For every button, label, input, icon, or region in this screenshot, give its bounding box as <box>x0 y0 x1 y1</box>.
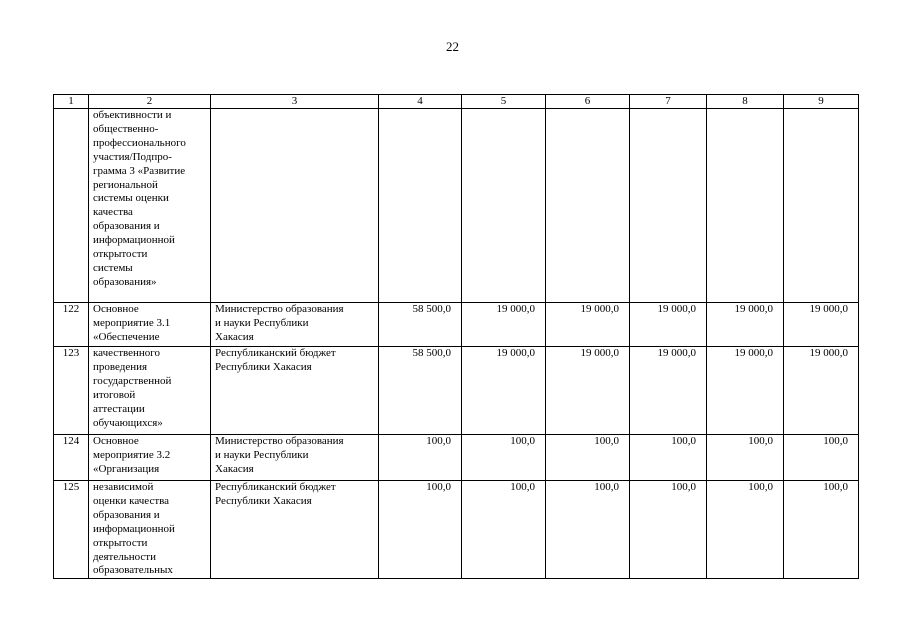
table-row <box>54 481 859 579</box>
continuation-text-line: системы оценки <box>93 192 169 205</box>
row-value-cell: 19 000,0 <box>546 347 630 435</box>
row-source-line: Министерство образования <box>215 303 344 315</box>
row-name-line: государственной <box>93 374 172 387</box>
row-value-cell: 100,0 <box>784 435 859 481</box>
column-header: 6 <box>546 95 630 109</box>
column-header: 5 <box>462 95 546 109</box>
row-name-line: мероприятие 3.1 <box>93 316 171 329</box>
row-value-cell: 58 500,0 <box>379 303 462 347</box>
row-name-line: «Организация <box>93 462 160 475</box>
row-name-line: проведения <box>93 360 148 373</box>
row-name-line: итоговой <box>93 388 136 401</box>
continuation-text-line: образования» <box>93 275 157 288</box>
row-source-line: и науки Республики <box>215 316 309 329</box>
row-value-cell: 19 000,0 <box>707 347 784 435</box>
row-number-cell: 125 <box>54 481 89 579</box>
row-name-line: оценки качества <box>93 494 170 507</box>
row-value-cell: 19 000,0 <box>462 347 546 435</box>
table-row <box>54 435 859 481</box>
row-name-line: «Обеспечение <box>93 330 160 343</box>
row-name-line: образовательных <box>93 564 173 577</box>
continuation-name-cell <box>89 109 211 303</box>
continuation-text-line: профессионального <box>93 136 186 149</box>
row-source-line: и науки Республики <box>215 448 309 461</box>
row-value-cell: 100,0 <box>379 435 462 481</box>
row-source-line: Хакасия <box>215 462 254 475</box>
row-source-line: Республиканский бюджет <box>215 481 336 493</box>
row-source-line: Республиканский бюджет <box>215 347 336 359</box>
row-source-cell <box>211 347 379 435</box>
column-header: 8 <box>707 95 784 109</box>
continuation-text-line: региональной <box>93 178 158 191</box>
row-source-line: Хакасия <box>215 330 254 343</box>
row-value-cell: 100,0 <box>462 481 546 579</box>
continuation-text-line: качества <box>93 206 133 219</box>
row-name-line: информационной <box>93 522 175 535</box>
row-value-cell: 19 000,0 <box>630 303 707 347</box>
row-value-cell: 100,0 <box>546 481 630 579</box>
continuation-text-line: участия/Подпро- <box>93 150 172 163</box>
column-header: 7 <box>630 95 707 109</box>
row-value-cell: 19 000,0 <box>630 347 707 435</box>
row-number-cell <box>54 109 89 303</box>
continuation-text-line: образования и <box>93 220 160 233</box>
continuation-text-line: объективности и <box>93 109 172 121</box>
row-source-line: Министерство образования <box>215 435 344 447</box>
row-source-cell <box>211 481 379 579</box>
row-source-line: Республики Хакасия <box>215 494 312 507</box>
row-source-cell <box>211 435 379 481</box>
empty-cell <box>211 109 379 303</box>
continuation-text-line: общественно- <box>93 122 159 135</box>
row-name-line: аттестации <box>93 402 145 415</box>
empty-cell <box>462 109 546 303</box>
empty-cell <box>546 109 630 303</box>
empty-cell <box>784 109 859 303</box>
table-row <box>54 347 859 435</box>
column-header: 4 <box>379 95 462 109</box>
row-name-cell <box>89 347 211 435</box>
row-value-cell: 19 000,0 <box>462 303 546 347</box>
column-header: 3 <box>211 95 379 109</box>
row-name-cell <box>89 435 211 481</box>
row-value-cell: 100,0 <box>630 481 707 579</box>
continuation-text-line: открытости <box>93 248 148 261</box>
row-number-cell: 124 <box>54 435 89 481</box>
row-value-cell: 19 000,0 <box>784 303 859 347</box>
row-name-line: качественного <box>93 347 161 359</box>
continuation-text-line: грамма 3 «Развитие <box>93 164 186 177</box>
continuation-text-line: системы <box>93 261 133 274</box>
column-header: 9 <box>784 95 859 109</box>
row-number-cell: 123 <box>54 347 89 435</box>
budget-table <box>53 94 859 579</box>
row-name-line: образования и <box>93 508 160 521</box>
row-name-line: деятельности <box>93 550 156 563</box>
page-number: 22 <box>446 39 459 54</box>
row-number-cell: 122 <box>54 303 89 347</box>
row-value-cell: 58 500,0 <box>379 347 462 435</box>
row-name-line: открытости <box>93 536 148 549</box>
row-name-cell <box>89 303 211 347</box>
empty-cell <box>707 109 784 303</box>
row-value-cell: 100,0 <box>784 481 859 579</box>
row-value-cell: 100,0 <box>707 435 784 481</box>
row-value-cell: 100,0 <box>379 481 462 579</box>
row-source-line: Республики Хакасия <box>215 360 312 373</box>
row-value-cell: 19 000,0 <box>546 303 630 347</box>
table-row <box>54 303 859 347</box>
continuation-row <box>54 109 859 303</box>
row-value-cell: 19 000,0 <box>784 347 859 435</box>
row-name-line: независимой <box>93 481 154 493</box>
continuation-text-line: информационной <box>93 234 175 247</box>
column-header: 1 <box>54 95 89 109</box>
empty-cell <box>379 109 462 303</box>
row-value-cell: 100,0 <box>462 435 546 481</box>
row-name-cell <box>89 481 211 579</box>
row-name-line: мероприятие 3.2 <box>93 448 171 461</box>
header-row <box>54 95 859 109</box>
row-source-cell <box>211 303 379 347</box>
row-value-cell: 100,0 <box>630 435 707 481</box>
row-name-line: Основное <box>93 435 139 447</box>
column-header: 2 <box>89 95 211 109</box>
row-value-cell: 100,0 <box>707 481 784 579</box>
row-value-cell: 19 000,0 <box>707 303 784 347</box>
row-name-line: Основное <box>93 303 139 315</box>
row-value-cell: 100,0 <box>546 435 630 481</box>
row-name-line: обучающихся» <box>93 416 163 429</box>
empty-cell <box>630 109 707 303</box>
